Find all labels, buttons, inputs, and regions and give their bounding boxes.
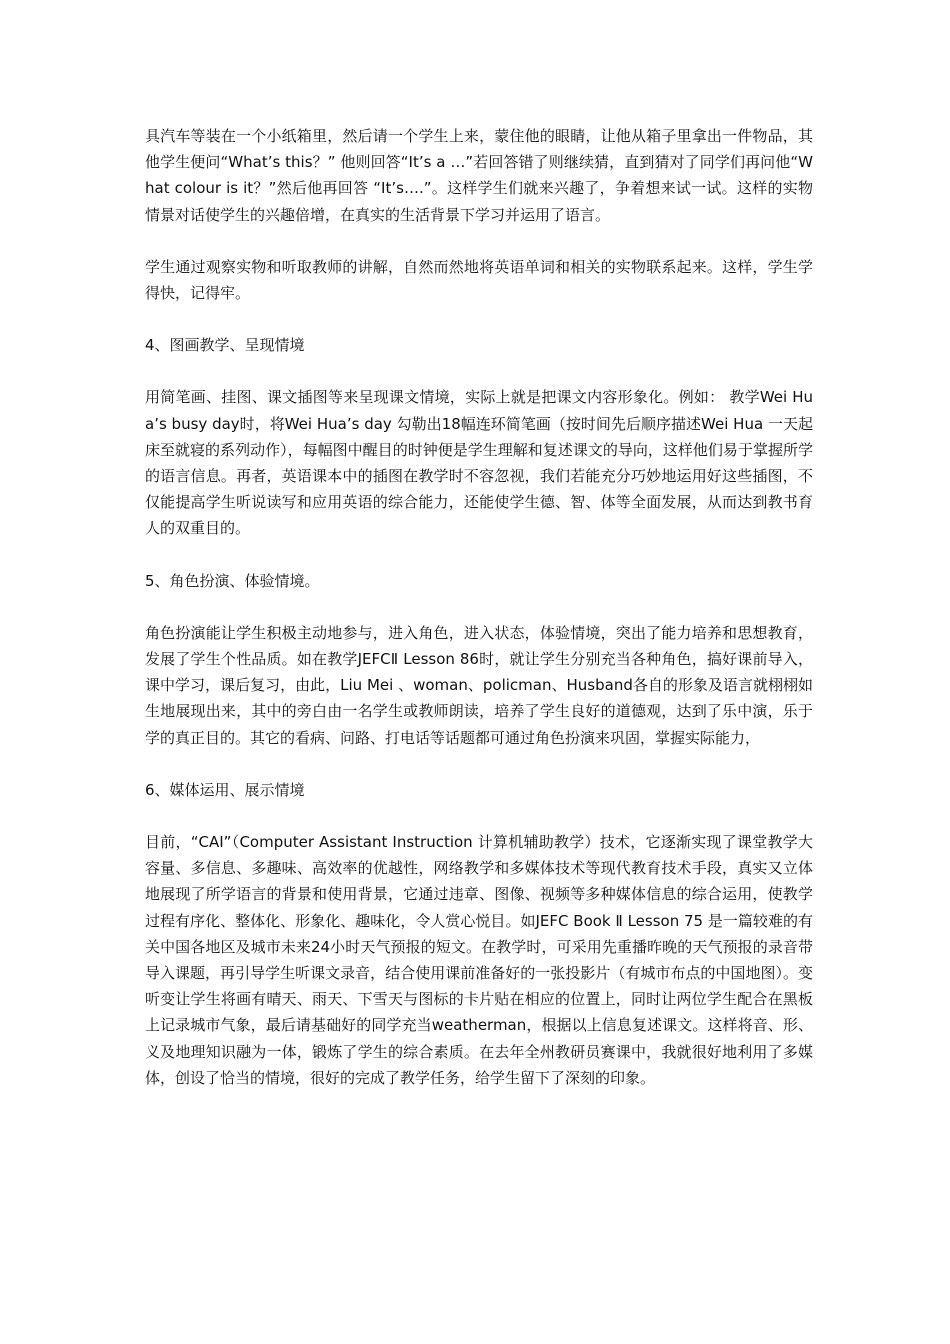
paragraph-spacer <box>145 803 813 829</box>
paragraph-spacer <box>145 542 813 568</box>
paragraph-role-play: 角色扮演能让学生积极主动地参与，进入角色，进入状态，体验情境，突出了能力培养和思想教育，发展了学生个性品质。如在教学JEFCⅡ Lesson 86时，就让学生分别充当各种角色，搞好课前导入，课中学习，课后复习，由此，Liu Mei 、woman、policman、Husband各自的形象及语言就栩栩如生地展现出来，其中的旁白由一名学生或教师朗读，培养了学生良好的道德观，达到了乐中演，乐于学的真正目的。其它的看病、问路、打电话等话题都可通过角色扮演来巩固，掌握实际能力， <box>145 623 813 747</box>
paragraph-observation: 学生通过观察实物和听取教师的讲解，自然而然地将英语单词和相关的实物联系起来。这样，学生学得快，记得牢。 <box>145 257 813 303</box>
paragraph-multimedia: 目前，“CAI”（Computer Assistant Instruction 计算机辅助教学）技术，它逐渐实现了课堂教学大容量、多信息、多趣味、高效率的优越性，网络教学和多媒体技术等现代教育技术手段，真实又立体地展现了所学语言的背景和使用背景，它通过违章、图像、视频等多种媒体信息的综合运用，使教学过程有序化、整体化、形象化、趣味化，令人赏心悦目。如JEFC Book Ⅱ Lesson 75 是一篇较难的有关中国各地区及城市未来24小时天气预报的短文。在教学时，可采用先重播昨晚的天气预报的录音带导入课题，再引导学生听课文录音，结合使用课前准备好的一张投影片（有城市布点的中国地图）。变听变让学生将画有晴天、雨天、下雪天与图标的卡片贴在相应的位置上，同时让两位学生配合在黑板上记录城市气象，最后请基础好的同学充当weatherman，根据以上信息复述课文。这样将音、形、义及地理知识融为一体，锻炼了学生的综合素质。在去年全州教研员赛课中，我就很好地利用了多媒体，创设了恰当的情境，很好的完成了教学任务，给学生留下了深刻的印象。 <box>145 833 813 1087</box>
section-heading-5: 5、角色扮演、体验情境。 <box>145 571 320 590</box>
paragraph-spacer <box>145 594 813 620</box>
document-body <box>145 123 813 1091</box>
paragraph-picture-teaching: 用简笔画、挂图、课文插图等来呈现课文情境，实际上就是把课文内容形象化。例如： 教学Wei Hua’s busy day时，将Wei Hua’s day 勾勒出18幅连环简笔画（按时间先后顺序描述Wei Hua 一天起床至就寝的系列动作），每幅图中醒目的时钟便是学生理解和复述课文的导向，这样他们易于掌握所学的语言信息。再者，英语课本中的插图在教学时不容忽视，我们若能充分巧妙地运用好这些插图，不仅能提高学生听说读写和应用英语的综合能力，还能使学生德、智、体等全面发展，从而达到教书育人的双重目的。 <box>145 388 813 538</box>
paragraph-spacer <box>145 358 813 384</box>
paragraph-spacer <box>145 751 813 777</box>
paragraph-object-guessing: 具汽车等装在一个小纸箱里，然后请一个学生上来，蒙住他的眼睛，让他从箱子里拿出一件物品，其他学生便问“What’s this？” 他则回答“It’s a …”若回答错了则继续猜，直到猜对了同学们再问他“What colour is it？”然后他再回答 “It’s….”。这样学生们就来兴趣了，争着想来试一试。这样的实物情景对话使学生的兴趣倍增，在真实的生活背景下学习并运用了语言。 <box>145 127 813 224</box>
paragraph-spacer <box>145 306 813 332</box>
section-heading-6: 6、媒体运用、展示情境 <box>145 780 305 799</box>
paragraph-spacer <box>145 228 813 254</box>
section-heading-4: 4、图画教学、呈现情境 <box>145 336 305 355</box>
